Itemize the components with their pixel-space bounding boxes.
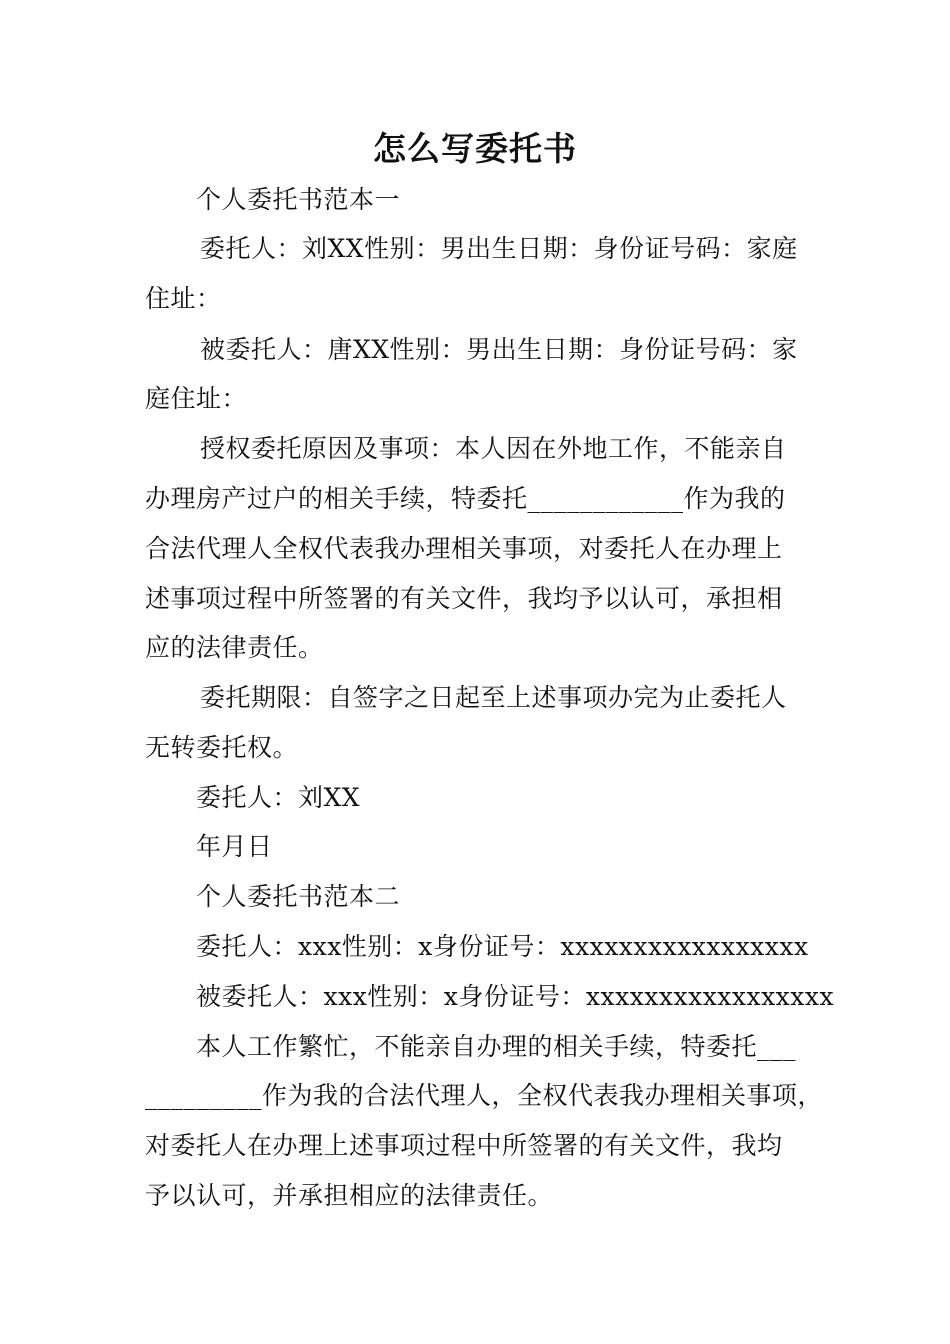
body-line-2: _________作为我的合法代理人，全权代表我办理相关事项， — [145, 1081, 824, 1110]
signature-principal-line: 委托人：刘XX — [196, 783, 361, 812]
principal-line: 委托人：刘XX性别：男出生日期：身份证号码：家庭 — [200, 234, 798, 263]
agent-line-two: 被委托人：xxx性别：x身份证号：xxxxxxxxxxxxxxxxx — [196, 982, 835, 1011]
section-heading-sample-two: 个人委托书范本二 — [196, 882, 401, 911]
term-line-2: 无转委托权。 — [145, 733, 299, 762]
agent-address-line: 庭住址： — [145, 384, 248, 413]
document-title: 怎么写委托书 — [373, 129, 577, 168]
authorization-reason-line-4: 述事项过程中所签署的有关文件，我均予以认可，承担相 — [145, 584, 783, 613]
body-line-4: 予以认可，并承担相应的法律责任。 — [145, 1181, 554, 1210]
term-line-1: 委托期限：自签字之日起至上述事项办完为止委托人 — [200, 683, 787, 712]
signature-date-line: 年月日 — [196, 832, 273, 861]
body-line-3: 对委托人在办理上述事项过程中所签署的有关文件，我均 — [145, 1131, 783, 1160]
section-heading-sample-one: 个人委托书范本一 — [196, 185, 401, 214]
principal-address-line: 住址： — [145, 284, 222, 313]
principal-line-two: 委托人：xxx性别：x身份证号：xxxxxxxxxxxxxxxxx — [196, 932, 809, 961]
authorization-reason-line-2: 办理房产过户的相关手续，特委托____________作为我的 — [145, 484, 786, 513]
agent-line: 被委托人：唐XX性别：男出生日期：身份证号码：家 — [200, 335, 798, 364]
authorization-reason-line-1: 授权委托原因及事项：本人因在外地工作，不能亲自 — [200, 434, 787, 463]
authorization-reason-line-5: 应的法律责任。 — [145, 633, 324, 662]
authorization-reason-line-3: 合法代理人全权代表我办理相关事项，对委托人在办理上 — [145, 534, 783, 563]
body-line-1: 本人工作繁忙，不能亲自办理的相关手续，特委托___ — [196, 1032, 797, 1061]
